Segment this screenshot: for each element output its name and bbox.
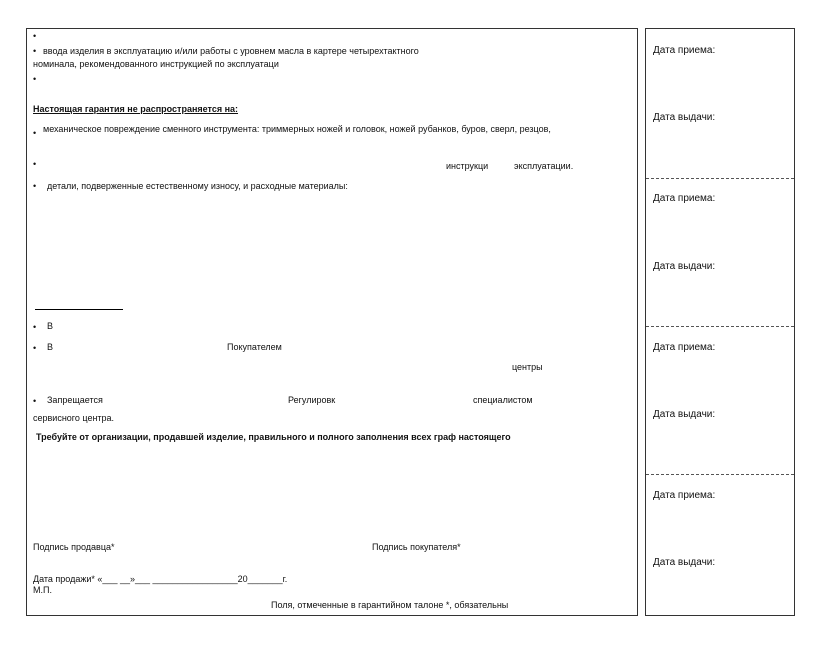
service-center-text: сервисного центра. <box>33 413 115 423</box>
forbidden-word: Запрещается <box>47 395 103 405</box>
bullet: • <box>33 181 37 191</box>
specialist-word: специалистом <box>473 395 533 405</box>
bullet: • <box>33 74 37 84</box>
stamp-place-label: М.П. <box>33 585 52 595</box>
centers-word: центры <box>512 362 543 372</box>
receive-date-label: Дата приема: <box>653 193 716 204</box>
bullet: • <box>33 396 37 406</box>
required-fields-footnote: Поля, отмеченные в гарантийном талоне *, обязательны <box>271 600 509 610</box>
sale-date-field: Дата продажи* «___ __»___ _________________20_______г. <box>33 574 288 584</box>
exclusion-wear-parts: детали, подверженные естественному износу, и расходные материалы: <box>47 181 348 191</box>
buyer-signature-label: Подпись покупателя* <box>372 542 461 552</box>
buyer-word: Покупателем <box>227 342 282 352</box>
receive-date-label: Дата приема: <box>653 490 716 501</box>
divider-line <box>35 309 123 310</box>
exclusions-heading: Настоящая гарантия не распространяется на: <box>33 104 239 114</box>
issue-date-label: Дата выдачи: <box>653 557 716 568</box>
operation-word: эксплуатации. <box>514 161 574 171</box>
item-v-second: В <box>47 342 54 352</box>
operation-condition-line1: ввода изделия в эксплуатацию и/или работы с уровнем масла в картере четырехтактного <box>43 46 419 56</box>
service-log-column <box>645 28 795 616</box>
section-separator <box>646 178 794 179</box>
operation-condition-line2: номинала, рекомендованного инструкцией по эксплуатаци <box>33 59 279 69</box>
bullet: • <box>33 322 37 332</box>
receive-date-label: Дата приема: <box>653 45 716 56</box>
bullet: • <box>33 46 37 56</box>
issue-date-label: Дата выдачи: <box>653 112 716 123</box>
bullet: • <box>33 343 37 353</box>
section-separator <box>646 474 794 475</box>
warranty-terms-panel <box>26 28 638 616</box>
bullet: • <box>33 159 37 169</box>
seller-signature-label: Подпись продавца* <box>33 542 115 552</box>
bullet: • <box>33 128 37 138</box>
receive-date-label: Дата приема: <box>653 342 716 353</box>
issue-date-label: Дата выдачи: <box>653 261 716 272</box>
section-separator <box>646 326 794 327</box>
item-v-first: В <box>47 321 54 331</box>
demand-notice: Требуйте от организации, продавшей изделие, правильного и полного заполнения всех граф настоящего <box>36 432 511 442</box>
bullet: • <box>33 31 37 41</box>
exclusion-mechanical-damage: механическое повреждение сменного инструмента: триммерных ножей и головок, ножей рубанков, буров, сверл, резцов, <box>43 124 551 134</box>
adjustment-word: Регулировк <box>288 395 336 405</box>
instruction-word: инструкци <box>446 161 489 171</box>
issue-date-label: Дата выдачи: <box>653 409 716 420</box>
